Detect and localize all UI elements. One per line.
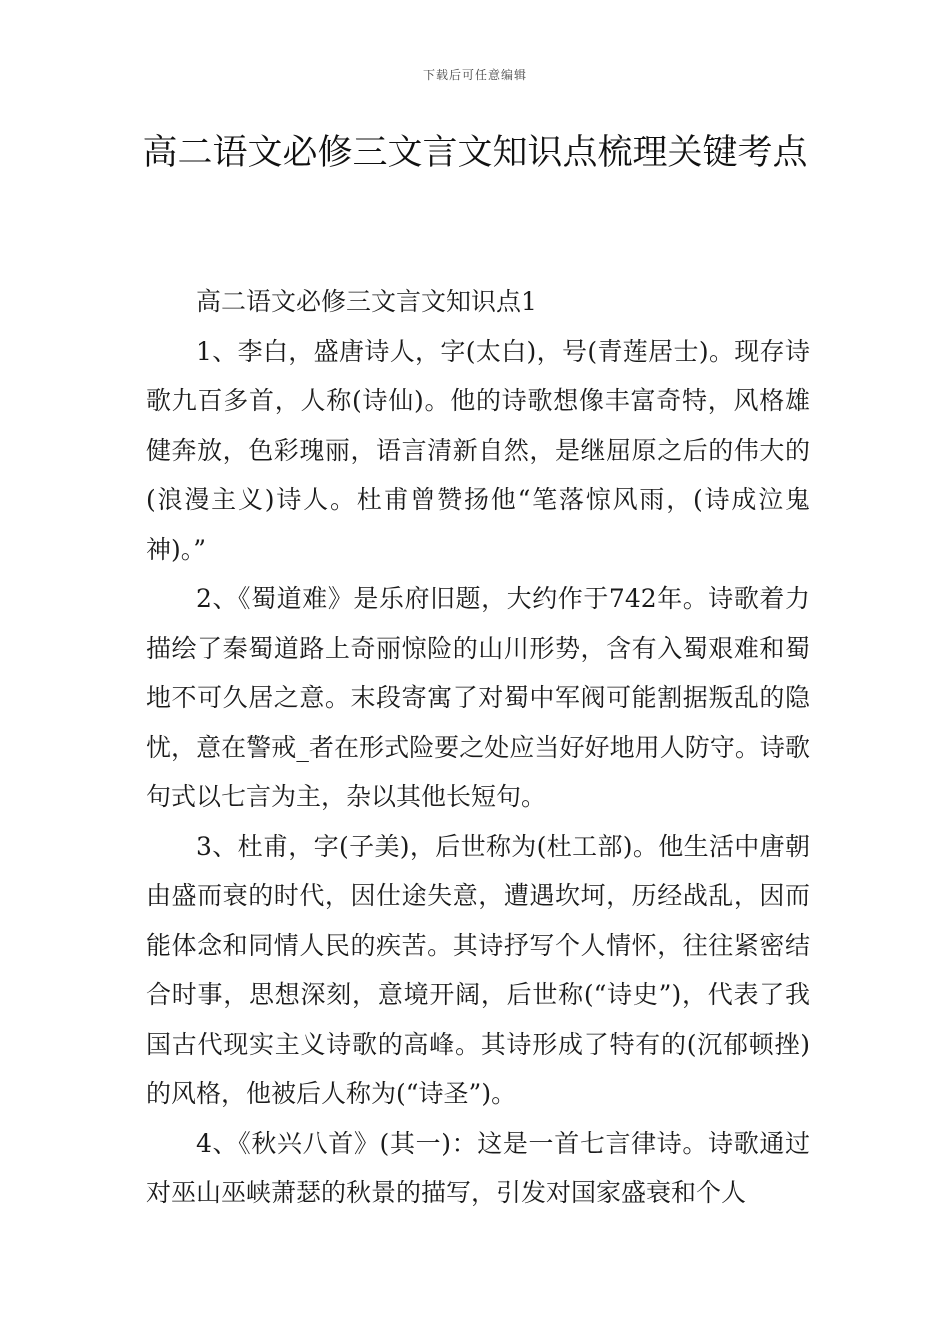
paragraph-3: 3、杜甫，字(子美)，后世称为(杜工部)。他生活中唐朝由盛而衰的时代，因仕途失意，遭遇坎坷，历经战乱，因而能体念和同情人民的疾苦。其诗抒写个人情怀，往往紧密结合时事，思想深刻，意境开阔，后世称(“诗史”)，代表了我国古代现实主义诗歌的高峰。其诗形成了特有的(沉郁顿挫)的风格，他被后人称为(“诗圣”)。 (146, 831, 810, 1108)
document-body (146, 277, 810, 1218)
paragraph-4: 4、《秋兴八首》(其一)：这是一首七言律诗。诗歌通过对巫山巫峡萧瑟的秋景的描写，引发对国家盛衰和个人 (146, 1128, 810, 1207)
document-title: 高二语文必修三文言文知识点梳理关键考点 (142, 133, 808, 173)
section-heading: 高二语文必修三文言文知识点1 (196, 287, 537, 316)
paragraph-2: 2、《蜀道难》是乐府旧题，大约作于742年。诗歌着力描绘了秦蜀道路上奇丽惊险的山川形势，含有入蜀艰难和蜀地不可久居之意。末段寄寓了对蜀中军阀可能割据叛乱的隐忧，意在警戒_者在形式险要之处应当好好地用人防守。诗歌句式以七言为主，杂以其他长短句。 (146, 584, 810, 811)
header-note: 下载后可任意编辑 (422, 68, 527, 82)
paragraph-1: 1、李白，盛唐诗人，字(太白)，号(青莲居士)。现存诗歌九百多首，人称(诗仙)。他的诗歌想像丰富奇特，风格雄健奔放，色彩瑰丽，语言清新自然，是继屈原之后的伟大的(浪漫主义)诗人。杜甫曾赞扬他“笔落惊风雨，(诗成泣鬼神)。” (146, 336, 810, 564)
